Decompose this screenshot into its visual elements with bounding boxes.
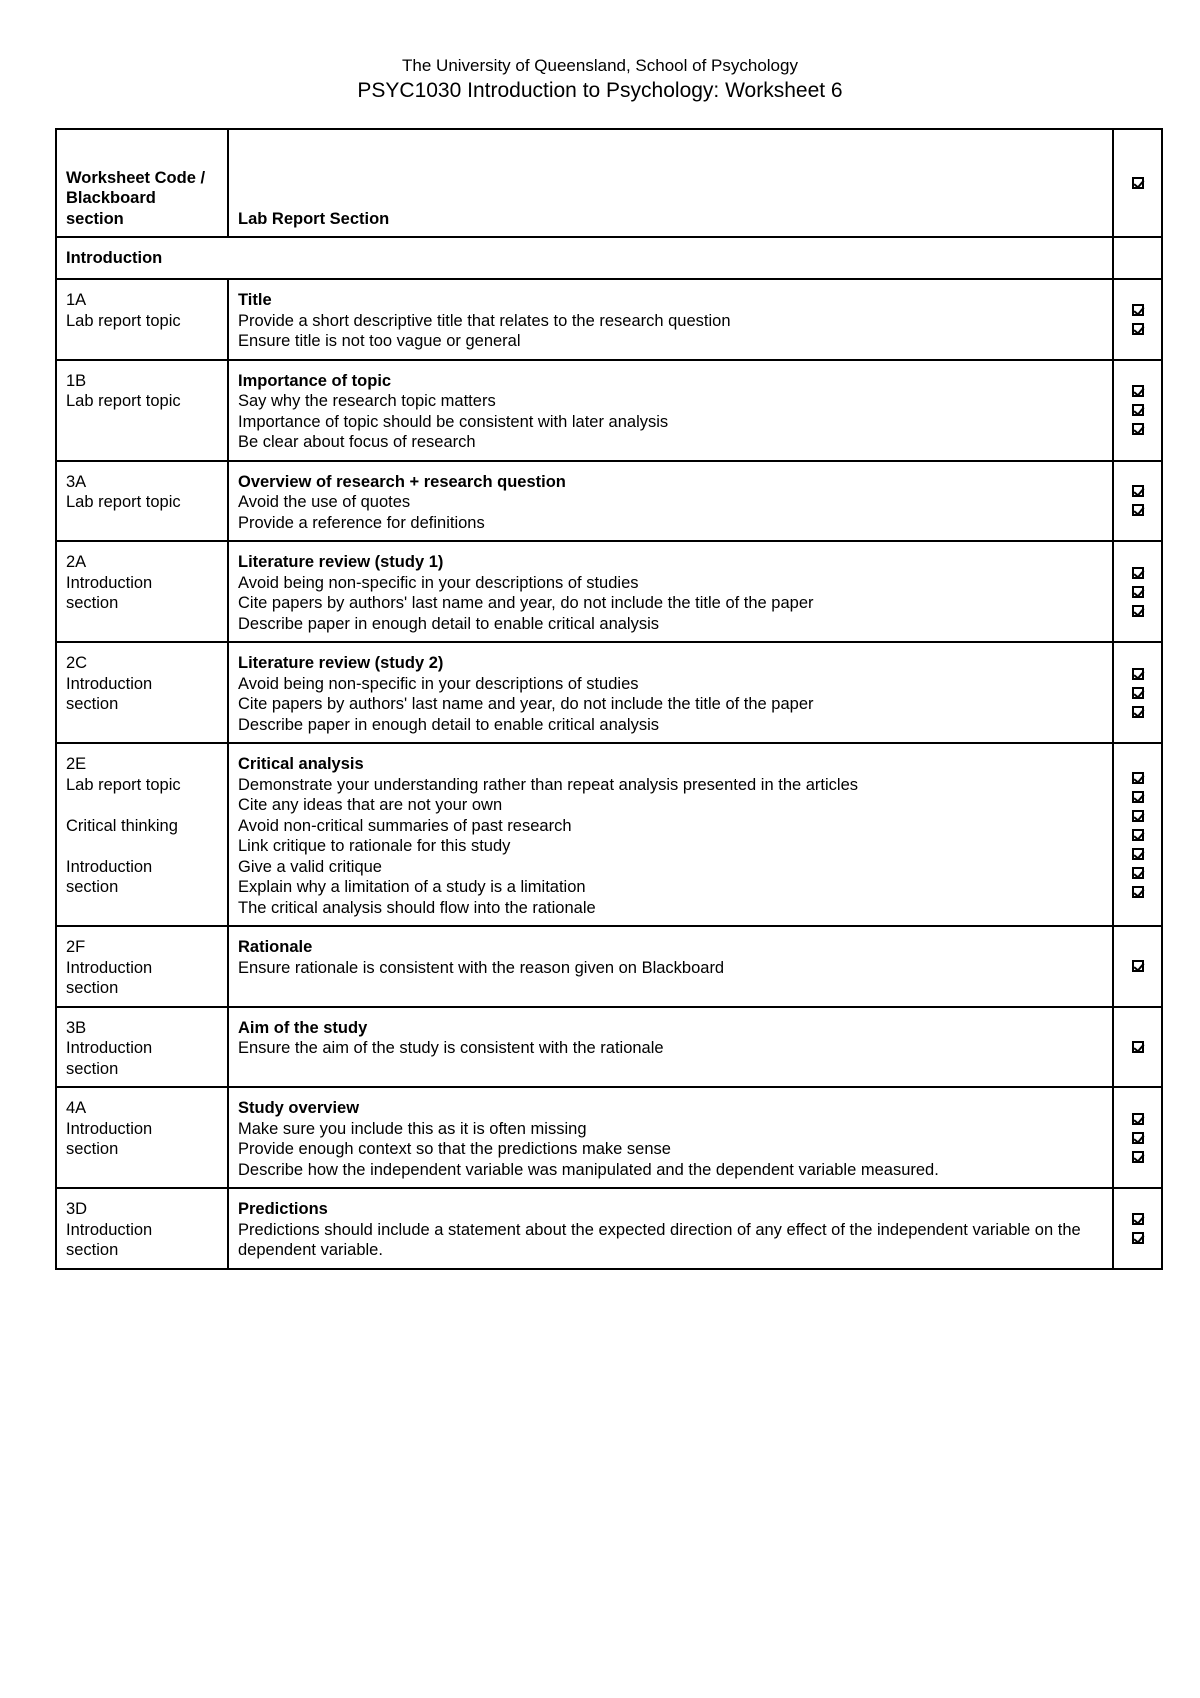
checklist-item: Provide a short descriptive title that relates to the research question	[238, 311, 731, 330]
checklist-item: Avoid being non-specific in your descriptions of studies	[238, 674, 639, 693]
blackboard-section-label: section	[66, 1241, 119, 1259]
blackboard-section-label: Introduction	[66, 1119, 153, 1138]
worksheet-table	[55, 128, 1163, 1270]
section-heading: Critical analysis	[238, 755, 364, 773]
checklist-item: The critical analysis should flow into the rationale	[238, 898, 596, 917]
checked-box-icon	[1132, 504, 1144, 516]
lab-report-section-cell	[228, 279, 1113, 360]
blackboard-section-label: section	[66, 979, 119, 997]
lab-report-section-cell	[228, 541, 1113, 642]
checklist-item: Provide a reference for definitions	[238, 513, 485, 532]
checked-box-icon	[1132, 423, 1144, 435]
table-row	[56, 360, 1162, 461]
code-cell	[56, 461, 228, 542]
section-heading: Overview of research + research question	[238, 472, 566, 491]
section-heading: Literature review (study 1)	[238, 553, 444, 571]
blackboard-section-label	[66, 836, 218, 857]
checked-box-icon	[1132, 304, 1144, 316]
section-heading: Aim of the study	[238, 1018, 368, 1037]
table-row	[56, 642, 1162, 743]
checklist-item: Explain why a limitation of a study is a limitation	[238, 878, 586, 896]
blackboard-section-label: Lab report topic	[66, 493, 181, 511]
checked-box-icon	[1132, 960, 1144, 972]
checked-box-icon	[1132, 404, 1144, 416]
checklist-item: Cite papers by authors' last name and year, do not include the title of the paper	[238, 695, 814, 713]
blackboard-section-label: Introduction	[66, 857, 153, 876]
code-column-header: Worksheet Code / Blackboard section	[56, 129, 228, 237]
section-label: Introduction	[56, 237, 1113, 279]
blackboard-section-label: Lab report topic	[66, 311, 181, 330]
checklist-item: Avoid non-critical summaries of past research	[238, 816, 572, 835]
blackboard-section-label: Introduction	[66, 1039, 153, 1057]
check-cell	[1113, 541, 1162, 642]
blackboard-section-label: section	[66, 695, 119, 713]
checked-box-icon	[1132, 1213, 1144, 1225]
section-column-header: Lab Report Section	[228, 129, 1113, 237]
blackboard-section-label	[66, 795, 218, 816]
code-cell	[56, 642, 228, 743]
blackboard-section-label: Introduction	[66, 573, 153, 592]
checklist-item: Avoid the use of quotes	[238, 493, 411, 511]
lab-report-section-cell	[228, 743, 1113, 926]
check-cell	[1113, 1087, 1162, 1188]
code-cell	[56, 1007, 228, 1088]
checklist-item: Demonstrate your understanding rather than repeat analysis presented in the articles	[238, 775, 859, 794]
checked-box-icon	[1132, 1041, 1144, 1053]
blackboard-section-label: Introduction	[66, 674, 153, 693]
lab-report-section-cell	[228, 1007, 1113, 1088]
code-cell	[56, 743, 228, 926]
checked-box-icon	[1132, 1232, 1144, 1244]
checklist-item: Describe how the independent variable was manipulated and the dependent variable measured.	[238, 1160, 939, 1179]
checked-box-icon	[1132, 586, 1144, 598]
worksheet-code: 2A	[66, 553, 87, 571]
blackboard-section-label: Lab report topic	[66, 775, 181, 794]
checklist-item: Link critique to rationale for this study	[238, 837, 511, 855]
checked-box-icon	[1132, 323, 1144, 335]
checked-box-icon	[1132, 605, 1144, 617]
checked-box-icon	[1132, 567, 1144, 579]
section-heading: Rationale	[238, 938, 313, 956]
check-cell	[1113, 926, 1162, 1007]
worksheet-code: 2F	[66, 938, 86, 956]
blackboard-section-label: section	[66, 1140, 119, 1158]
checklist-item: Cite any ideas that are not your own	[238, 796, 503, 814]
table-header-row	[56, 129, 1162, 237]
lab-report-section-cell	[228, 1087, 1113, 1188]
checked-box-icon	[1132, 848, 1144, 860]
table-row	[56, 743, 1162, 926]
checked-box-icon	[1132, 1132, 1144, 1144]
checklist-item: Cite papers by authors' last name and year, do not include the title of the paper	[238, 594, 814, 612]
lab-report-section-cell	[228, 926, 1113, 1007]
table-row	[56, 541, 1162, 642]
code-cell	[56, 926, 228, 1007]
check-cell	[1113, 1007, 1162, 1088]
check-column-header	[1113, 129, 1162, 237]
check-cell	[1113, 279, 1162, 360]
check-cell	[1113, 743, 1162, 926]
checklist-item: Avoid being non-specific in your descriptions of studies	[238, 573, 639, 592]
checked-box-icon	[1132, 485, 1144, 497]
check-cell	[1113, 360, 1162, 461]
worksheet-code: 1A	[66, 291, 87, 309]
checklist-item: Say why the research topic matters	[238, 392, 496, 410]
worksheet-title: PSYC1030 Introduction to Psychology: Worksheet 6	[357, 79, 843, 102]
table-row	[56, 1087, 1162, 1188]
checked-box-icon	[1132, 810, 1144, 822]
checked-box-icon	[1132, 706, 1144, 718]
checklist-item: Give a valid critique	[238, 857, 382, 876]
table-row	[56, 279, 1162, 360]
checked-box-icon	[1132, 1113, 1144, 1125]
table-row	[56, 1188, 1162, 1269]
table-row	[56, 926, 1162, 1007]
section-heading: Title	[238, 291, 272, 309]
checklist-item: Describe paper in enough detail to enable critical analysis	[238, 614, 659, 633]
checklist-item: Ensure rationale is consistent with the reason given on Blackboard	[238, 958, 725, 977]
code-cell	[56, 1087, 228, 1188]
checked-box-icon	[1132, 1151, 1144, 1163]
section-check-cell	[1113, 237, 1162, 279]
lab-report-section-cell	[228, 642, 1113, 743]
institution-header: The University of Queensland, School of Psychology	[402, 56, 798, 75]
blackboard-section-label: Lab report topic	[66, 392, 181, 410]
lab-report-section-cell	[228, 461, 1113, 542]
checked-box-icon	[1132, 867, 1144, 879]
checked-box-icon	[1132, 886, 1144, 898]
blackboard-section-label: section	[66, 878, 119, 896]
check-cell	[1113, 461, 1162, 542]
code-cell	[56, 360, 228, 461]
blackboard-section-label: section	[66, 594, 119, 612]
code-cell	[56, 279, 228, 360]
section-heading: Literature review (study 2)	[238, 654, 444, 672]
checked-box-icon	[1132, 791, 1144, 803]
checked-box-icon	[1132, 668, 1144, 680]
section-heading: Study overview	[238, 1099, 360, 1117]
code-cell	[56, 1188, 228, 1269]
lab-report-section-cell	[228, 360, 1113, 461]
checklist-item: Predictions should include a statement about the expected direction of any effect of the independent variable on the dependent variable.	[238, 1220, 1081, 1259]
section-row	[56, 237, 1162, 279]
section-heading: Predictions	[238, 1200, 328, 1218]
checklist-item: Provide enough context so that the predictions make sense	[238, 1140, 671, 1158]
checked-box-icon	[1132, 772, 1144, 784]
worksheet-code: 3A	[66, 472, 87, 491]
blackboard-section-label: Introduction	[66, 1220, 153, 1239]
checked-box-icon	[1132, 687, 1144, 699]
checklist-item: Importance of topic should be consistent with later analysis	[238, 412, 669, 431]
checked-box-icon	[1132, 385, 1144, 397]
blackboard-section-label: Critical thinking	[66, 816, 178, 835]
blackboard-section-label: Introduction	[66, 958, 153, 977]
blackboard-section-label: section	[66, 1059, 119, 1078]
lab-report-section-cell	[228, 1188, 1113, 1269]
table-row	[56, 1007, 1162, 1088]
checklist-item: Ensure title is not too vague or general	[238, 332, 521, 350]
worksheet-code: 3D	[66, 1200, 88, 1218]
worksheet-code: 2E	[66, 755, 87, 773]
check-cell	[1113, 1188, 1162, 1269]
checklist-item: Be clear about focus of research	[238, 433, 476, 451]
checklist-item: Make sure you include this as it is often missing	[238, 1119, 587, 1138]
code-cell	[56, 541, 228, 642]
checklist-item: Ensure the aim of the study is consistent with the rationale	[238, 1039, 664, 1057]
checked-box-icon	[1132, 829, 1144, 841]
check-cell	[1113, 642, 1162, 743]
worksheet-code: 4A	[66, 1099, 87, 1117]
worksheet-code: 3B	[66, 1018, 87, 1037]
checklist-item: Describe paper in enough detail to enable critical analysis	[238, 715, 659, 734]
checked-box-icon	[1132, 177, 1144, 189]
table-row	[56, 461, 1162, 542]
worksheet-code: 2C	[66, 654, 88, 672]
worksheet-code: 1B	[66, 371, 87, 390]
section-heading: Importance of topic	[238, 371, 392, 390]
